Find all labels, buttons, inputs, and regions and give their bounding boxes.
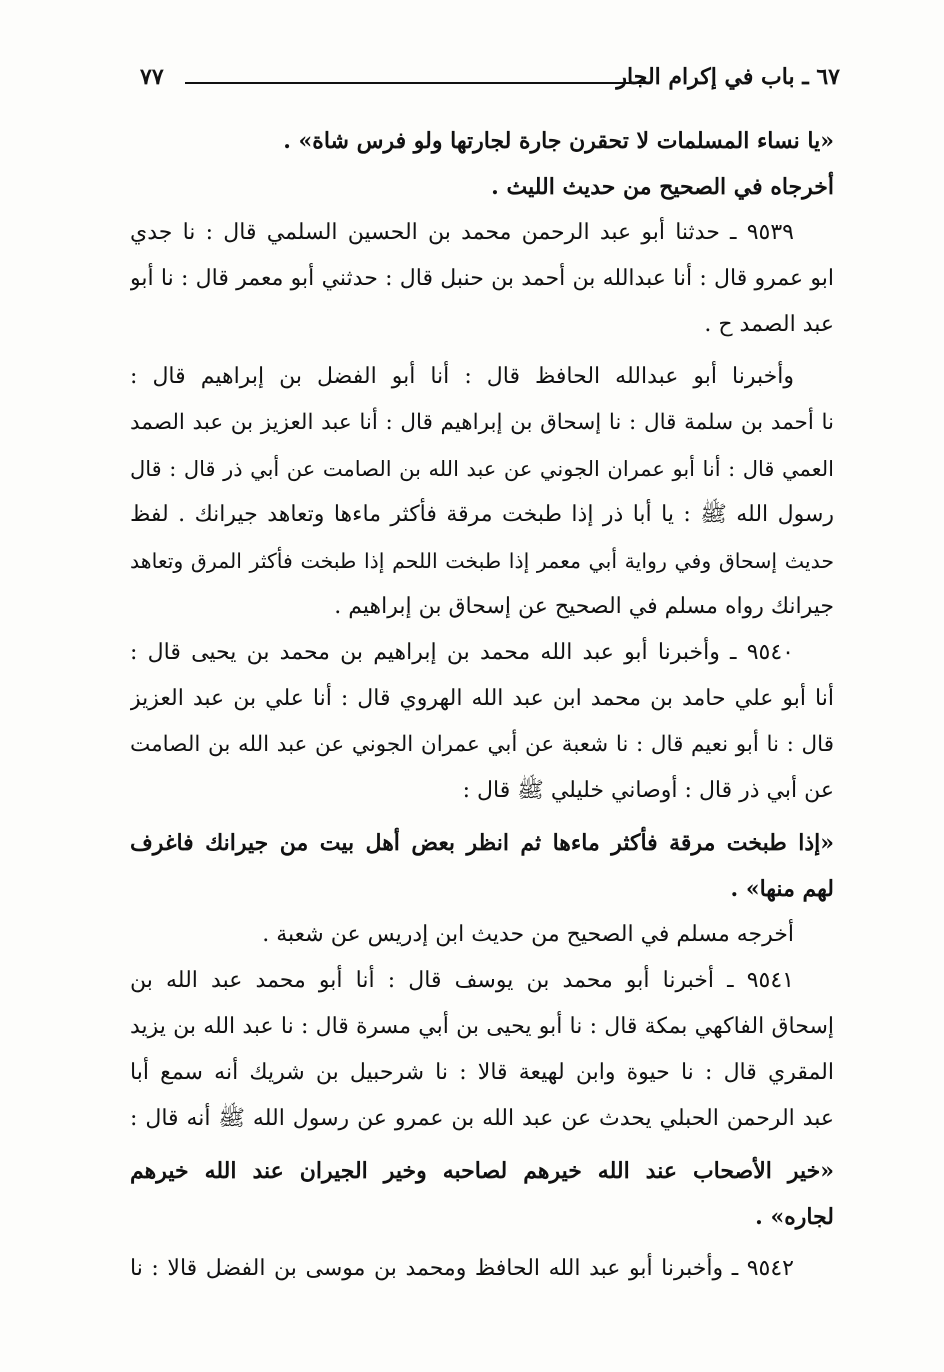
text-line-isnad-2-4: رسول الله ﷺ : يا أبا ذر إذا طبخت مرقة فأكثر ماءها وتعاهد جيرانك . لفظ [130,502,834,527]
text-line-quote-1: «يا نساء المسلمات لا تحقرن جارة لجارتها ولو فرس شاة» . [283,128,834,154]
text-line-hadith-9541-1: ٩٥٤١ ـ أخبرنا أبو محمد بن يوسف قال : أنا أبو محمد عبد الله بن [130,968,794,993]
text-line-hadith-9540-4: عن أبي ذر قال : أوصاني خليلي ﷺ قال : [462,778,834,803]
text-line-quote-3-1: «خير الأصحاب عند الله خيرهم لصاحبه وخير الجيران عند الله خيرهم [130,1158,834,1184]
text-line-takhrij-1: أخرجاه في الصحيح من حديث الليث . [491,174,834,200]
text-line-hadith-9541-3: المقري قال : نا حيوة وابن لهيعة قالا : نا شرحبيل بن شريك أنه سمع أبا [130,1060,834,1085]
page-header [140,60,840,100]
text-line-quote-2-2: لهم منها» . [730,876,834,902]
text-line-quote-2-1: «إذا طبخت مرقة فأكثر ماءها ثم انظر بعض أهل بيت من جيرانك فاغرف [130,830,834,856]
header-rule [185,82,645,84]
text-line-quote-3-2: لجاره» . [755,1204,834,1230]
text-line-isnad-2-6: جيرانك رواه مسلم في الصحيح عن إسحاق بن إبراهيم . [334,594,834,619]
text-line-hadith-9539-1: ٩٥٣٩ ـ حدثنا أبو عبد الرحمن محمد بن الحسين السلمي قال : نا جدي [130,220,794,245]
text-line-hadith-9539-2: ابو عمرو قال : أنا عبدالله بن أحمد بن حنبل قال : حدثني أبو معمر قال : نا أبو [130,266,834,291]
text-line-isnad-2-5: حديث إسحاق وفي رواية أبي معمر إذا طبخت اللحم إذا طبخت فأكثر المرق وتعاهد [130,549,834,573]
text-line-hadith-9541-4: عبد الرحمن الحبلي يحدث عن عبد الله بن عمرو عن رسول الله ﷺ أنه قال : [130,1106,834,1131]
text-line-hadith-9540-3: قال : نا أبو نعيم قال : نا شعبة عن أبي عمران الجوني عن عبد الله بن الصامت [130,732,834,757]
page-number: ٧٧ [140,64,164,90]
text-line-isnad-2-1: وأخبرنا أبو عبدالله الحافظ قال : أنا أبو الفضل بن إبراهيم قال : [130,364,794,389]
chapter-title: ٦٧ ـ باب في إكرام الجار [616,64,840,90]
document-body [130,118,834,1292]
text-line-hadith-9539-3: عبد الصمد ح . [704,312,834,337]
text-line-takhrij-2: أخرجه مسلم في الصحيح من حديث ابن إدريس عن شعبة . [262,922,794,947]
text-line-hadith-9540-2: أنا أبو علي حامد بن محمد ابن عبد الله الهروي قال : أنا علي بن عبد العزيز [130,686,834,711]
text-line-isnad-2-2: نا أحمد بن سلمة قال : نا إسحاق بن إبراهيم قال : أنا عبد العزيز بن عبد الصمد [130,410,834,435]
text-line-hadith-9540-1: ٩٥٤٠ ـ وأخبرنا أبو عبد الله محمد بن إبراهيم بن محمد بن يحيى قال : [130,640,794,665]
text-line-hadith-9541-2: إسحاق الفاكهي بمكة قال : نا أبو يحيى بن أبي مسرة قال : نا عبد الله بن يزيد [130,1014,834,1039]
text-line-hadith-9542-1: ٩٥٤٢ ـ وأخبرنا أبو عبد الله الحافظ ومحمد بن موسى بن الفضل قالا : نا [130,1256,794,1281]
text-line-isnad-2-3: العمي قال : أنا أبو عمران الجوني عن عبد الله بن الصامت عن أبي ذر قال : قال [130,457,834,481]
